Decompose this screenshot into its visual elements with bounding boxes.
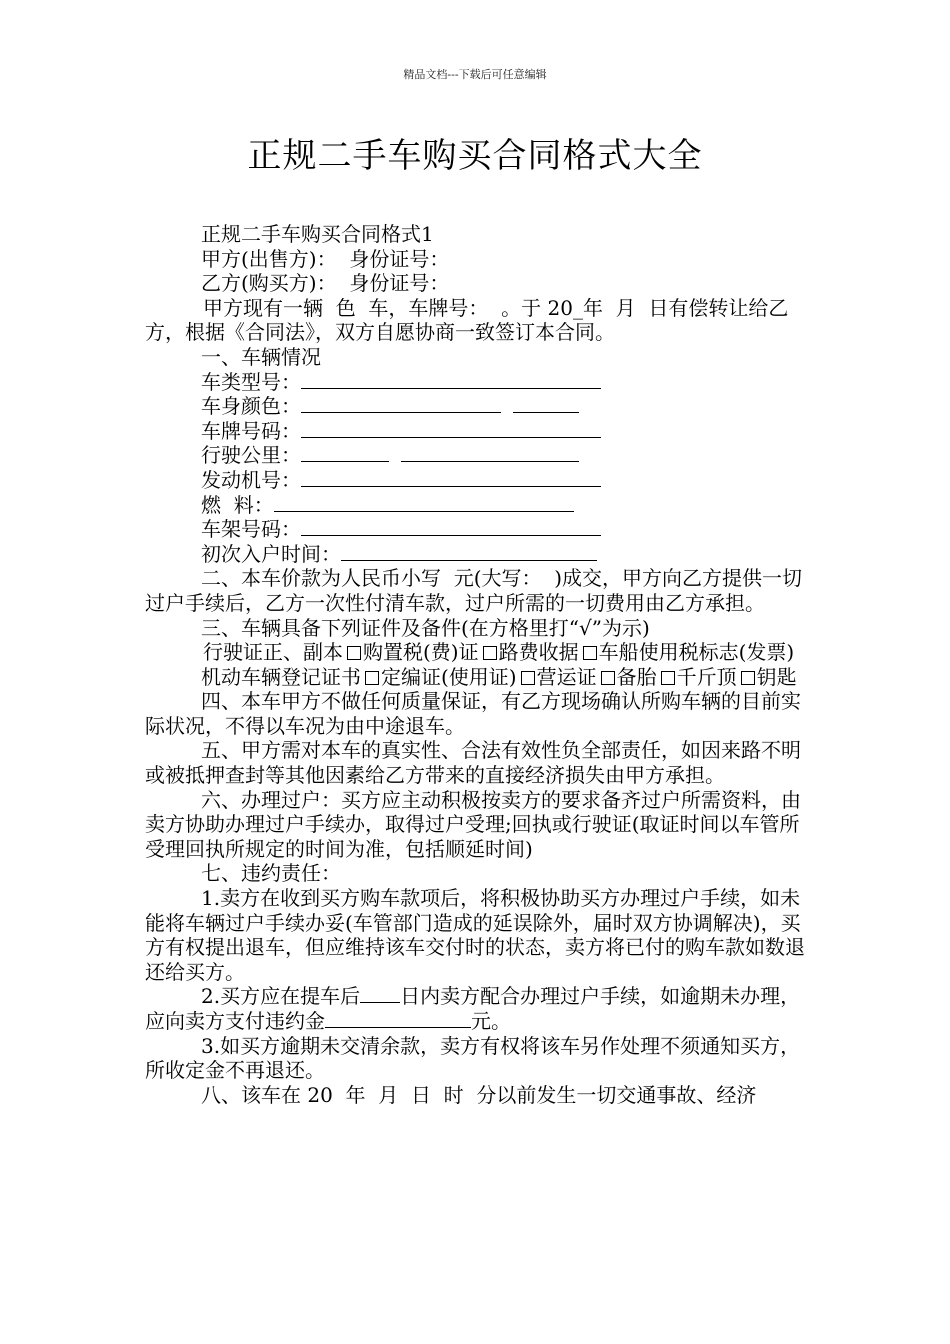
fill-blank xyxy=(360,984,400,1003)
field-label: 车架号码： xyxy=(201,517,301,542)
checkbox[interactable] xyxy=(483,646,497,660)
item-label: 路费收据 xyxy=(498,640,579,665)
fill-blank xyxy=(513,394,579,413)
section-3-title: 三、车辆具备下列证件及备件(在方格里打“√”为示) xyxy=(201,615,650,640)
field-fuel xyxy=(145,493,810,518)
item-label: 营运证 xyxy=(536,664,597,689)
item-label: 车船使用税标志(发票) xyxy=(598,640,795,665)
fill-blank xyxy=(401,443,579,462)
checkbox[interactable] xyxy=(365,671,379,685)
field-label: 车牌号码： xyxy=(201,418,301,443)
clause-text: 元。 xyxy=(471,1009,511,1033)
clause-text: 2.买方应在提车后 xyxy=(201,984,361,1009)
fill-blank xyxy=(274,493,574,512)
field-label: 车身颜色： xyxy=(201,394,301,419)
checkbox[interactable] xyxy=(521,671,535,685)
checkbox[interactable] xyxy=(347,646,361,660)
section-7-title: 七、违约责任： xyxy=(201,861,341,886)
item-label: 机动车辆登记证书 xyxy=(201,664,361,689)
section-7-clause-1: 1.卖方在收到买方购车款项后，将积极协助买方办理过户手续，如未能将车辆过户手续办妥(车管部门造成的延误除外，届时双方协调解决)，买方有权提出退车，但应维持该车交付时的状态，卖方将已付的购车款如数退还给买方。 xyxy=(145,886,805,984)
fill-blank xyxy=(301,370,601,389)
checkbox[interactable] xyxy=(601,671,615,685)
field-first-reg xyxy=(145,542,810,567)
section-3-items-2 xyxy=(145,665,810,690)
fill-blank xyxy=(301,419,601,438)
fill-blank xyxy=(301,394,501,413)
item-label: 定编证(使用证) xyxy=(381,664,517,689)
checkbox[interactable] xyxy=(741,671,755,685)
document-title: 正规二手车购买合同格式大全 xyxy=(247,136,703,176)
party-a-line: 甲方(出售方)： 身份证号： xyxy=(201,246,450,271)
section-8-paragraph: 八、该车在 20 年 月 日 时 分以前发生一切交通事故、经济 xyxy=(201,1082,757,1107)
sub-title: 正规二手车购买合同格式1 xyxy=(201,222,434,246)
section-6-paragraph: 六、办理过户：买方应主动积极按卖方的要求备齐过户所需资料，由卖方协助办理过户手续办，取得过户受理;回执或行驶证(取证时间以车管所受理回执所规定的时间为准，包括顺延时间) xyxy=(145,787,801,861)
field-mileage xyxy=(145,443,810,468)
field-color xyxy=(145,394,810,419)
intro-paragraph: 甲方现有一辆 色 车，车牌号： 。于 20_年 月 日有偿转让给乙方，根据《合同法》，双方自愿协商一致签订本合同。 xyxy=(145,295,789,345)
section-4-paragraph: 四、本车甲方不做任何质量保证，有乙方现场确认所购车辆的目前实际状况，不得以车况为由中途退车。 xyxy=(145,689,801,738)
checkbox[interactable] xyxy=(583,646,597,660)
item-label: 行驶证正、副本 xyxy=(203,640,343,665)
field-car-type xyxy=(145,370,810,395)
item-label: 钥匙 xyxy=(756,664,797,689)
field-label: 燃 料： xyxy=(201,492,274,517)
fill-blank xyxy=(301,517,601,536)
clause-text: 日内卖方配合办理过户手续，如逾期未办理，应向卖方支付违约金 xyxy=(145,984,801,1033)
item-label: 购置税(费)证 xyxy=(363,640,479,665)
field-label: 初次入户时间： xyxy=(201,541,341,566)
field-plate xyxy=(145,419,810,444)
document-body xyxy=(145,222,810,1107)
section-7-clause-3: 3.如买方逾期未交清余款，卖方有权将该车另作处理不须通知买方，所收定金不再退还。 xyxy=(145,1033,801,1083)
section-2-paragraph: 二、本车价款为人民币小写 元(大写： )成交，甲方向乙方提供一切过户手续后，乙方一次性付清车款，过户所需的一切费用由乙方承担。 xyxy=(145,566,803,615)
section-5-paragraph: 五、甲方需对本车的真实性、合法有效性负全部责任，如因来路不明或被抵押查封等其他因素给乙方带来的直接经济损失由甲方承担。 xyxy=(145,738,801,788)
fill-blank xyxy=(301,443,389,462)
fill-blank xyxy=(341,542,597,561)
checkbox[interactable] xyxy=(661,671,675,685)
field-frame xyxy=(145,517,810,542)
section-7-clause-2 xyxy=(145,984,810,1033)
page-header: 精品文档---下载后可任意编辑 xyxy=(403,68,547,81)
fill-blank xyxy=(325,1009,471,1028)
item-label: 千斤顶 xyxy=(676,664,737,689)
field-label: 发动机号： xyxy=(201,467,301,492)
section-1-title: 一、车辆情况 xyxy=(201,344,321,369)
section-3-items-1 xyxy=(145,640,810,665)
field-label: 行驶公里： xyxy=(201,443,301,468)
item-label: 备胎 xyxy=(616,664,657,689)
field-label: 车类型号： xyxy=(201,369,301,394)
party-b-line: 乙方(购买方)： 身份证号： xyxy=(201,271,450,296)
field-engine xyxy=(145,468,810,493)
fill-blank xyxy=(301,468,601,487)
